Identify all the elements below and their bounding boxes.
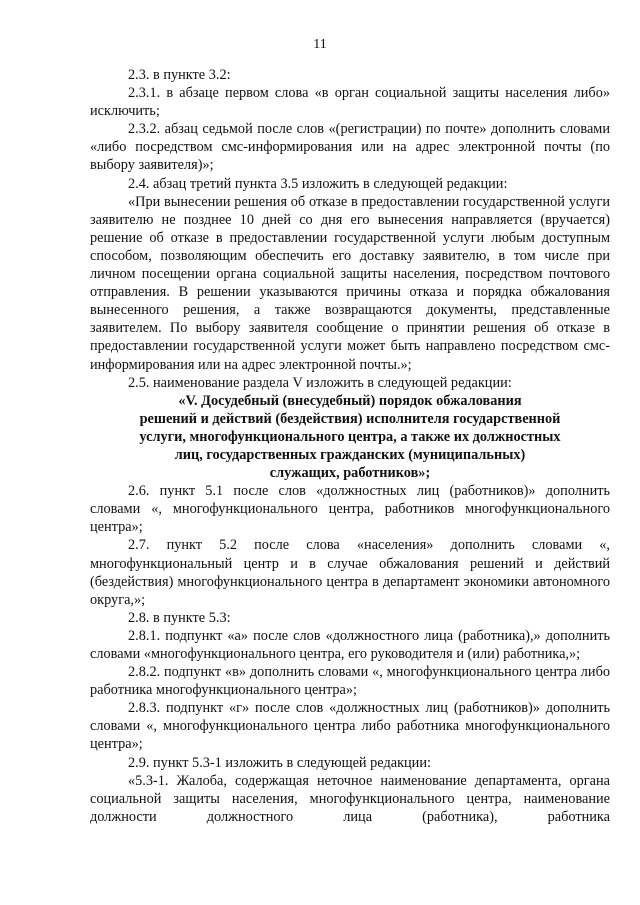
paragraph-2-3: 2.3. в пункте 3.2:	[128, 67, 231, 83]
section-heading-line-3: услуги, многофункционального центра, а также их должностных	[139, 428, 561, 445]
document-body	[90, 66, 610, 826]
paragraph-2-8-3: 2.8.3. подпункт «г» после слов «должностных лиц (работников)» дополнить словами «, многофункционального центра либо работника многофункционального центра»;	[90, 700, 610, 753]
paragraph-2-9: 2.9. пункт 5.3-1 изложить в следующей редакции:	[128, 754, 431, 771]
paragraph-2-8: 2.8. в пункте 5.3:	[128, 609, 231, 626]
paragraph-5-3-1: «5.3-1. Жалоба, содержащая неточное наименование департамента, органа социальной защиты населения, многофункционального центра, наименование должности должностного лица (работника), работника	[90, 772, 610, 825]
paragraph-2-8-2: 2.8.2. подпункт «в» дополнить словами «, многофункционального центра либо работника многофункционального центра»;	[90, 664, 610, 699]
paragraph-2-8-1: 2.8.1. подпункт «а» после слов «должностного лица (работника),» дополнить словами «многофункционального центра, его руководителя и (или) работника,»;	[90, 627, 610, 662]
paragraph-2-3-2: 2.3.2. абзац седьмой после слов «(регистрации) по почте» дополнить словами «либо посредством смс-информирования или на адрес электронной почты (по выбору заявителя)»;	[90, 121, 610, 174]
paragraph-2-4: 2.4. абзац третий пункта 3.5 изложить в следующей редакции:	[128, 175, 508, 192]
paragraph-2-5: 2.5. наименование раздела V изложить в следующей редакции:	[128, 374, 512, 391]
section-heading-line-5: служащих, работников»;	[269, 465, 431, 482]
paragraph-3-5-text: «При вынесении решения об отказе в предоставлении государственной услуги заявителю не позднее 10 дней со дня его вынесения направляется (вручается) решение об отказе в предоставлении государственной услуги любым доступным способом, позволяющим обеспечить его доставку заявителю, в том числе при личном посещении органа социальной защиты населения, посредством почтового отправления. В решении указываются причины отказа и порядка обжалования вынесенного решения, а также возвращаются документы, представленные заявителем. По выбору заявителя сообщение о принятии решения об отказе в предоставлении государственной услуги может быть направлено посредством смс-информирования или на адрес электронной почты.»;	[90, 193, 610, 373]
paragraph-2-6: 2.6. пункт 5.1 после слов «должностных лиц (работников)» дополнить словами «, многофункционального центра, работников многофункционального центра»;	[90, 483, 610, 536]
section-heading-line-4: лиц, государственных гражданских (муниципальных)	[174, 446, 526, 463]
section-heading-line-2: решений и действий (бездействия) исполнителя государственной	[139, 410, 561, 427]
section-heading-line-1: «V. Досудебный (внесудебный) порядок обжалования	[178, 392, 522, 409]
paragraph-2-7: 2.7. пункт 5.2 после слова «населения» дополнить словами «, многофункциональный центр и в случае обжалования решений и действий (бездействия) многофункционального центра в департамент экономики автономного округа,»;	[90, 537, 610, 608]
paragraph-2-3-1: 2.3.1. в абзаце первом слова «в орган социальной защиты населения либо» исключить;	[90, 85, 610, 120]
page-number: 11	[313, 37, 327, 52]
